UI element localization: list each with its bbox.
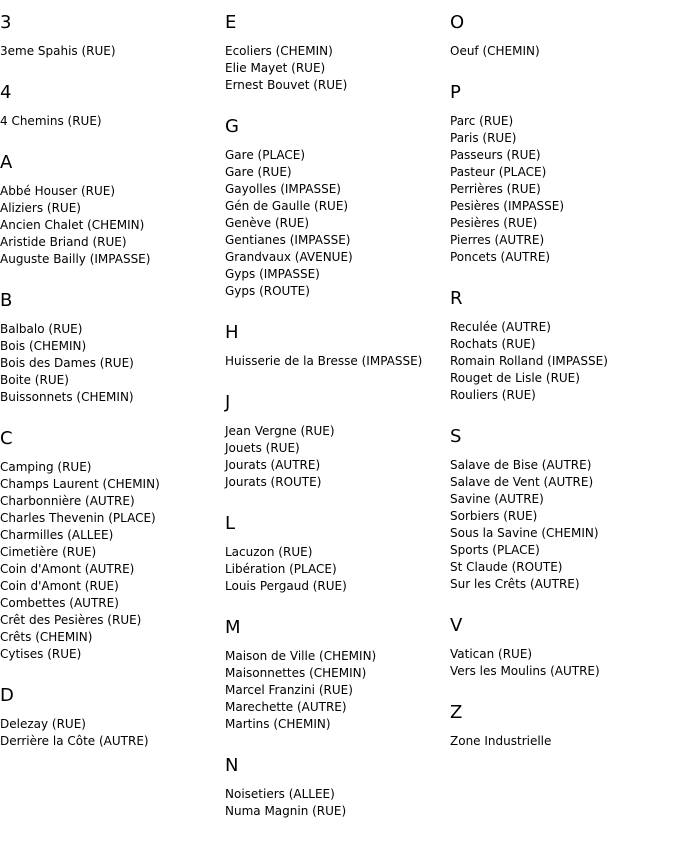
street-item: Gayolles (IMPASSE): [225, 182, 341, 196]
street-item: Bois (CHEMIN): [0, 339, 87, 353]
street-item: Buissonnets (CHEMIN): [0, 390, 134, 404]
street-list: [450, 43, 670, 60]
street-item: Numa Magnin (RUE): [225, 804, 347, 818]
street-item: Grandvaux (AVENUE): [225, 250, 353, 264]
street-list: [0, 183, 220, 268]
letter-heading: 4: [0, 82, 12, 103]
letter-group: [450, 83, 670, 266]
street-item: Maison de Ville (CHEMIN): [225, 649, 377, 663]
letter-heading: Z: [450, 702, 463, 723]
letter-heading: 3: [0, 12, 12, 33]
street-list: [450, 319, 670, 404]
street-item: Passeurs (RUE): [450, 148, 541, 162]
street-item: Gare (RUE): [225, 165, 292, 179]
letter-heading: S: [450, 426, 462, 447]
letter-group: [0, 83, 220, 130]
street-list: [225, 423, 445, 491]
street-item: Cytises (RUE): [0, 647, 82, 661]
street-item: Huisserie de la Bresse (IMPASSE): [225, 354, 423, 368]
street-item: Gyps (ROUTE): [225, 284, 310, 298]
street-item: Coin d'Amont (AUTRE): [0, 562, 135, 576]
street-item: Camping (RUE): [0, 460, 92, 474]
street-item: St Claude (ROUTE): [450, 560, 563, 574]
street-item: Lacuzon (RUE): [225, 545, 313, 559]
street-item: Parc (RUE): [450, 114, 514, 128]
street-item: Sorbiers (RUE): [450, 509, 538, 523]
street-item: Sports (PLACE): [450, 543, 540, 557]
street-item: Abbé Houser (RUE): [0, 184, 116, 198]
street-item: Bois des Dames (RUE): [0, 356, 134, 370]
street-item: Rouget de Lisle (RUE): [450, 371, 580, 385]
street-item: Genève (RUE): [225, 216, 310, 230]
letter-heading: M: [225, 617, 241, 638]
street-item: Gentianes (IMPASSE): [225, 233, 351, 247]
street-item: Noisetiers (ALLEE): [225, 787, 335, 801]
street-item: Savine (AUTRE): [450, 492, 544, 506]
street-item: Rochats (RUE): [450, 337, 536, 351]
street-item: Gare (PLACE): [225, 148, 306, 162]
letter-group: [225, 323, 445, 370]
letter-group: [0, 153, 220, 268]
street-list: [0, 459, 220, 663]
street-list: [225, 786, 445, 820]
letter-heading: J: [225, 392, 231, 413]
street-item: 4 Chemins (RUE): [0, 114, 102, 128]
street-item: Jouets (RUE): [225, 441, 300, 455]
street-item: Crêts (CHEMIN): [0, 630, 93, 644]
street-item: Charbonnière (AUTRE): [0, 494, 135, 508]
street-list: [450, 646, 670, 680]
street-item: Gyps (IMPASSE): [225, 267, 320, 281]
street-item: Perrières (RUE): [450, 182, 541, 196]
letter-heading: R: [450, 288, 463, 309]
street-list: [225, 353, 445, 370]
letter-group: [450, 289, 670, 404]
street-item: Louis Pergaud (RUE): [225, 579, 347, 593]
street-item: Poncets (AUTRE): [450, 250, 551, 264]
street-item: Aliziers (RUE): [0, 201, 81, 215]
street-item: Libération (PLACE): [225, 562, 337, 576]
street-item: Pierres (AUTRE): [450, 233, 545, 247]
street-item: Ancien Chalet (CHEMIN): [0, 218, 145, 232]
street-index-column-1: [0, 0, 220, 750]
street-item: Rouliers (RUE): [450, 388, 536, 402]
letter-group: [225, 13, 445, 94]
letter-group: [0, 686, 220, 750]
street-item: Maisonnettes (CHEMIN): [225, 666, 367, 680]
street-index-column-3: [450, 0, 670, 750]
street-item: Romain Rolland (IMPASSE): [450, 354, 608, 368]
letter-heading: D: [0, 685, 14, 706]
letter-group: [225, 393, 445, 491]
street-item: Cimetière (RUE): [0, 545, 97, 559]
letter-heading: C: [0, 428, 13, 449]
letter-heading: A: [0, 152, 13, 173]
street-item: Jean Vergne (RUE): [225, 424, 335, 438]
street-item: Boite (RUE): [0, 373, 69, 387]
street-item: Charles Thevenin (PLACE): [0, 511, 156, 525]
street-list: [0, 113, 220, 130]
street-item: Coin d'Amont (RUE): [0, 579, 119, 593]
letter-group: [0, 291, 220, 406]
street-item: Ecoliers (CHEMIN): [225, 44, 333, 58]
street-item: Pesières (RUE): [450, 216, 538, 230]
letter-group: [225, 756, 445, 820]
street-item: Balbalo (RUE): [0, 322, 83, 336]
street-item: Paris (RUE): [450, 131, 517, 145]
street-item: Marechette (AUTRE): [225, 700, 347, 714]
letter-heading: O: [450, 12, 465, 33]
street-item: Sur les Crêts (AUTRE): [450, 577, 580, 591]
street-item: Aristide Briand (RUE): [0, 235, 127, 249]
street-list: [0, 321, 220, 406]
street-item: Delezay (RUE): [0, 717, 86, 731]
street-item: Zone Industrielle: [450, 734, 552, 748]
street-item: Auguste Bailly (IMPASSE): [0, 252, 151, 266]
street-item: Derrière la Côte (AUTRE): [0, 734, 149, 748]
letter-heading: P: [450, 82, 461, 103]
letter-heading: G: [225, 116, 239, 137]
street-list: [225, 544, 445, 595]
street-item: Salave de Bise (AUTRE): [450, 458, 592, 472]
street-item: Pasteur (PLACE): [450, 165, 547, 179]
street-list: [450, 733, 670, 750]
letter-group: [0, 429, 220, 663]
street-list: [0, 716, 220, 750]
letter-heading: V: [450, 615, 463, 636]
street-list: [450, 457, 670, 593]
letter-group: [450, 703, 670, 750]
street-item: Reculée (AUTRE): [450, 320, 551, 334]
street-item: Vatican (RUE): [450, 647, 533, 661]
street-list: [0, 43, 220, 60]
street-list: [225, 147, 445, 300]
letter-heading: L: [225, 513, 236, 534]
street-item: Oeuf (CHEMIN): [450, 44, 540, 58]
letter-group: [225, 618, 445, 733]
letter-heading: E: [225, 12, 237, 33]
street-list: [450, 113, 670, 266]
street-item: Martins (CHEMIN): [225, 717, 331, 731]
street-item: Elie Mayet (RUE): [225, 61, 326, 75]
street-item: Jourats (ROUTE): [225, 475, 322, 489]
letter-heading: H: [225, 322, 239, 343]
letter-group: [0, 13, 220, 60]
street-item: Vers les Moulins (AUTRE): [450, 664, 600, 678]
street-item: Ernest Bouvet (RUE): [225, 78, 348, 92]
street-item: Sous la Savine (CHEMIN): [450, 526, 599, 540]
street-item: Marcel Franzini (RUE): [225, 683, 353, 697]
street-item: Crêt des Pesières (RUE): [0, 613, 142, 627]
letter-group: [225, 514, 445, 595]
letter-group: [450, 616, 670, 680]
letter-heading: N: [225, 755, 239, 776]
street-item: Jourats (AUTRE): [225, 458, 321, 472]
letter-group: [225, 117, 445, 300]
street-item: Gén de Gaulle (RUE): [225, 199, 349, 213]
street-item: Charmilles (ALLEE): [0, 528, 114, 542]
letter-group: [450, 13, 670, 60]
street-item: Salave de Vent (AUTRE): [450, 475, 594, 489]
street-list: [225, 43, 445, 94]
street-item: Champs Laurent (CHEMIN): [0, 477, 160, 491]
street-item: Pesières (IMPASSE): [450, 199, 565, 213]
street-index-column-2: [225, 0, 445, 820]
street-list: [225, 648, 445, 733]
letter-heading: B: [0, 290, 13, 311]
letter-group: [450, 427, 670, 593]
street-item: Combettes (AUTRE): [0, 596, 119, 610]
street-item: 3eme Spahis (RUE): [0, 44, 116, 58]
